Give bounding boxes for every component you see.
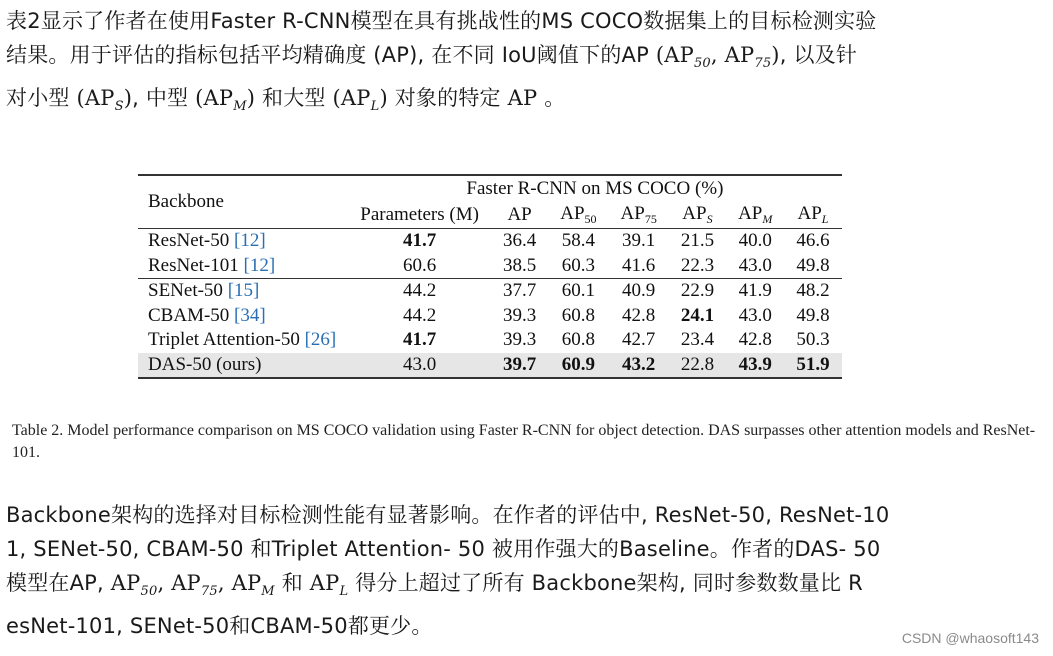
table-caption: Table 2. Model performance comparison on MS COCO validation using Faster R-CNN for object detection. DAS surpasses other attention models and ResNet-101. bbox=[12, 422, 1036, 461]
backbone-label: Triplet Attention-50 bbox=[148, 329, 305, 351]
table-cell: 42.8 bbox=[738, 329, 772, 351]
column-header-subscript: M bbox=[762, 212, 773, 226]
text: 。 bbox=[537, 86, 566, 111]
table-row bbox=[138, 328, 842, 353]
text: 对小型 bbox=[6, 86, 77, 111]
table-cell: 43.0 bbox=[738, 304, 772, 326]
table-cell: 60.6 bbox=[402, 254, 437, 276]
column-header bbox=[609, 202, 669, 229]
analysis-line-3 bbox=[6, 566, 1046, 609]
math-part: ) bbox=[246, 86, 256, 111]
table-cell: 46.6 bbox=[784, 229, 841, 254]
table-cell: 43.0 bbox=[348, 353, 491, 379]
table-cell: 37.7 bbox=[491, 279, 548, 304]
math-sub: 75 bbox=[754, 56, 772, 72]
analysis-line-1: Backbone架构的选择对目标检测性能有显著影响。在作者的评估中, ResNet-50, ResNet-10 bbox=[6, 503, 890, 527]
math-part: (AP bbox=[195, 86, 234, 111]
table-cell: 39.1 bbox=[609, 229, 669, 254]
table-cell: 42.8 bbox=[622, 304, 656, 326]
table-cell: 43.2 bbox=[609, 353, 669, 379]
table-cell: 22.9 bbox=[669, 279, 726, 304]
table-cell: 39.3 bbox=[502, 304, 537, 326]
table-row bbox=[138, 279, 842, 304]
math-sub: 75 bbox=[200, 584, 218, 600]
column-header-label: Parameters (M) bbox=[360, 204, 479, 225]
math-sub: M bbox=[233, 99, 247, 115]
column-header bbox=[348, 202, 491, 229]
table-header-row-1 bbox=[138, 175, 842, 202]
math-part: ) bbox=[379, 86, 388, 111]
table-cell: 40.9 bbox=[609, 279, 669, 304]
table-row bbox=[138, 229, 842, 254]
math-part: , AP bbox=[157, 571, 201, 595]
table-cell: 44.2 bbox=[348, 279, 491, 304]
table-cell: 24.1 bbox=[680, 304, 715, 326]
math-apl bbox=[309, 571, 349, 600]
column-header bbox=[669, 202, 726, 229]
analysis-paragraph bbox=[6, 498, 1046, 643]
table-cell: 39.3 bbox=[502, 329, 537, 351]
backbone-label: ResNet-101 bbox=[148, 254, 244, 276]
math-metrics bbox=[110, 571, 275, 600]
intro-line-1: 表2显示了作者在使用Faster R-CNN模型在具有挑战性的MS COCO数据集上的目标检测实验 bbox=[6, 9, 877, 33]
table-cell: 43.0 bbox=[738, 254, 772, 276]
column-header bbox=[726, 202, 784, 229]
column-header-subscript: L bbox=[821, 212, 829, 226]
text: 模型在AP, bbox=[6, 571, 111, 595]
math-part: , AP bbox=[217, 571, 262, 595]
column-header-subscript: 50 bbox=[584, 212, 597, 226]
column-header-label: AP bbox=[797, 203, 822, 224]
text: , 中型 bbox=[132, 86, 196, 111]
backbone-label: ResNet-50 bbox=[148, 230, 235, 252]
table-cell: 48.2 bbox=[784, 279, 841, 304]
math-part: ) bbox=[771, 43, 780, 67]
row-backbone-name bbox=[138, 254, 348, 279]
table-cell: 41.9 bbox=[726, 279, 784, 304]
table-row bbox=[138, 353, 842, 379]
row-backbone-name bbox=[138, 353, 348, 379]
table-cell: 44.2 bbox=[402, 304, 437, 326]
analysis-line-4: esNet-101, SENet-50和CBAM-50都更少。 bbox=[6, 614, 433, 639]
table-cell: 50.3 bbox=[796, 329, 830, 351]
table-cell: 51.9 bbox=[784, 353, 841, 379]
table-cell: 60.8 bbox=[561, 304, 595, 326]
intro-line-2 bbox=[6, 38, 1046, 81]
table-cell: 43.9 bbox=[726, 353, 784, 379]
analysis-line-2: 1, SENet-50, CBAM-50 和Triplet Attention- 50 被用作强大的Baseline。作者的DAS- 50 bbox=[6, 537, 881, 561]
math-part: AP bbox=[110, 571, 141, 595]
backbone-label: SENet-50 bbox=[148, 280, 228, 302]
table-cell: 42.7 bbox=[622, 329, 656, 351]
intro-line-2-tail: , 以及针 bbox=[779, 43, 858, 67]
backbone-label: DAS-50 (ours) bbox=[148, 353, 262, 375]
table-cell: 60.1 bbox=[548, 279, 608, 304]
header-backbone: Backbone bbox=[148, 191, 224, 212]
column-header-subscript: 75 bbox=[644, 212, 657, 226]
citation-link[interactable]: [12] bbox=[234, 230, 266, 252]
table-cell: 36.4 bbox=[491, 229, 548, 254]
math-sub: S bbox=[114, 99, 124, 115]
math-part: ) bbox=[123, 86, 133, 111]
math-ap: AP bbox=[507, 86, 538, 111]
row-backbone-name bbox=[138, 328, 348, 353]
table-cell: 60.3 bbox=[561, 254, 595, 276]
math-part: (AP bbox=[76, 86, 115, 111]
column-header-label: AP bbox=[682, 203, 707, 224]
citation-link[interactable]: [15] bbox=[227, 280, 260, 302]
column-header-label: AP bbox=[620, 203, 645, 224]
math-aps bbox=[76, 86, 133, 115]
table-cell: 21.5 bbox=[669, 229, 726, 254]
row-backbone-name bbox=[138, 229, 348, 254]
results-table bbox=[138, 174, 842, 379]
intro-line-2-text: 结果。用于评估的指标包括平均精确度 (AP), 在不同 IoU阈值下的AP bbox=[6, 43, 656, 67]
column-header-label: AP bbox=[560, 203, 585, 224]
intro-math-ap-thresholds bbox=[655, 43, 780, 72]
table-cell: 49.8 bbox=[796, 254, 830, 276]
citation-link[interactable]: [12] bbox=[243, 254, 276, 276]
table-cell: 58.4 bbox=[548, 229, 608, 254]
table-cell: 22.3 bbox=[680, 254, 715, 276]
column-header bbox=[784, 202, 841, 229]
citation-link[interactable]: [34] bbox=[234, 304, 266, 326]
table-cell: 41.6 bbox=[622, 254, 656, 276]
math-sub: 50 bbox=[140, 584, 158, 600]
row-backbone-name bbox=[138, 304, 348, 329]
table-cell: 41.7 bbox=[402, 329, 437, 351]
backbone-label: CBAM-50 bbox=[148, 304, 235, 326]
math-part: , AP bbox=[710, 43, 755, 67]
text: 和大型 bbox=[255, 86, 333, 111]
math-sub: L bbox=[370, 99, 380, 115]
math-part: AP bbox=[309, 571, 340, 595]
table-cell: 22.8 bbox=[669, 353, 726, 379]
table-cell: 40.0 bbox=[726, 229, 784, 254]
math-sub: L bbox=[339, 584, 349, 600]
math-sub: 50 bbox=[693, 56, 711, 72]
table-row bbox=[138, 304, 842, 329]
intro-paragraph bbox=[6, 4, 1046, 124]
table-cell: 60.8 bbox=[561, 329, 595, 351]
column-header-label: AP bbox=[507, 204, 532, 225]
table-cell: 39.7 bbox=[491, 353, 548, 379]
math-apl bbox=[332, 86, 388, 115]
text: 得分上超过了所有 Backbone架构, 同时参数数量比 R bbox=[348, 571, 863, 595]
row-backbone-name bbox=[138, 279, 348, 304]
watermark: CSDN @whaosoft143 bbox=[901, 630, 1039, 646]
column-header-subscript: S bbox=[706, 212, 713, 226]
table-body bbox=[138, 229, 842, 379]
column-header bbox=[491, 202, 548, 229]
table-cell: 23.4 bbox=[680, 329, 715, 351]
citation-link[interactable]: [26] bbox=[304, 329, 337, 351]
table-row bbox=[138, 254, 842, 279]
math-sub: M bbox=[261, 584, 275, 600]
text: 和 bbox=[274, 571, 310, 595]
table-cell: 60.9 bbox=[548, 353, 608, 379]
text: 对象的特定 bbox=[387, 86, 508, 111]
math-part: (AP bbox=[655, 43, 694, 67]
column-header-label: AP bbox=[738, 203, 763, 224]
column-header bbox=[548, 202, 608, 229]
table-cell: 38.5 bbox=[502, 254, 537, 276]
table-cell: 49.8 bbox=[796, 304, 830, 326]
table-cell: 41.7 bbox=[348, 229, 491, 254]
intro-line-3 bbox=[6, 81, 1046, 124]
math-part: (AP bbox=[332, 86, 371, 111]
header-group: Faster R-CNN on MS COCO (%) bbox=[466, 178, 724, 199]
math-apm bbox=[195, 86, 256, 115]
